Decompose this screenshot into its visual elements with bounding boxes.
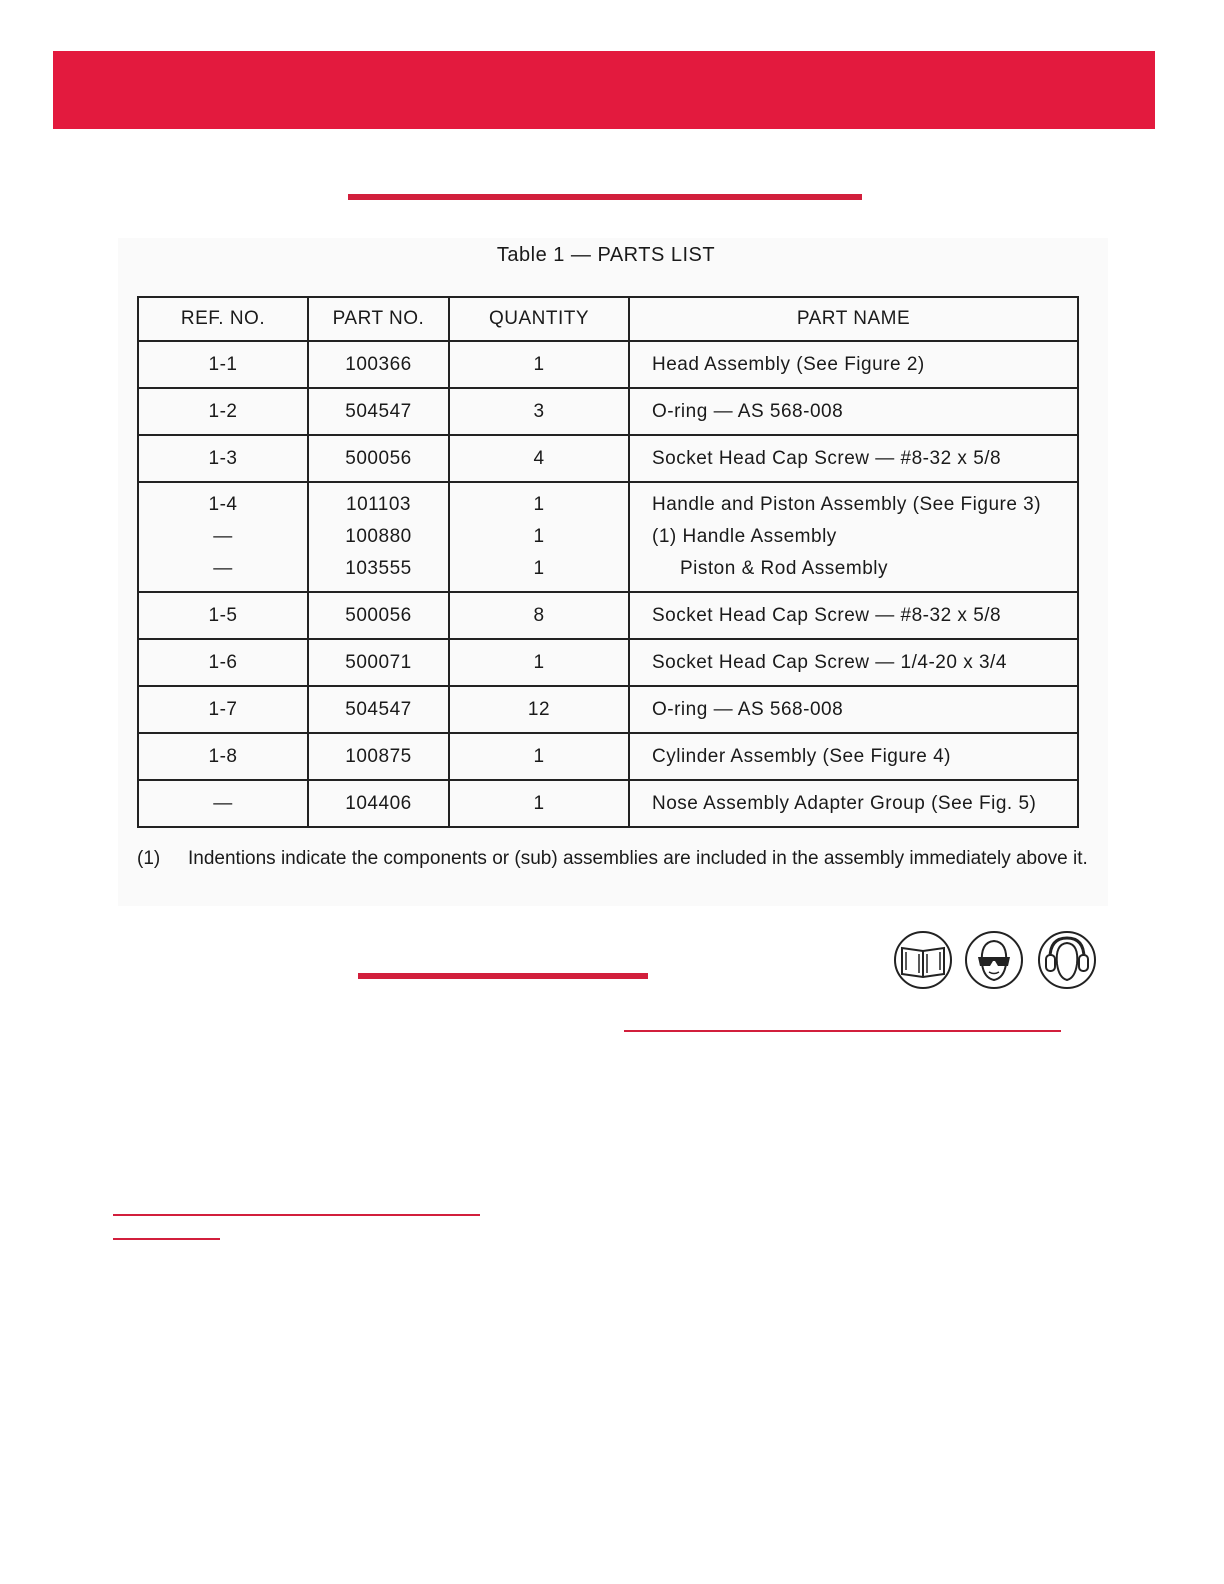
ref-cell: — <box>138 780 308 827</box>
ear-protection-icon <box>1037 930 1097 990</box>
safety-glasses-icon <box>964 930 1024 990</box>
qty-cell: 1 <box>449 639 629 686</box>
header-quantity: QUANTITY <box>449 297 629 341</box>
header-part-name: PART NAME <box>629 297 1078 341</box>
qty-cell: 3 <box>449 388 629 435</box>
qty-cell: 8 <box>449 592 629 639</box>
section-rule-2 <box>358 973 648 979</box>
table-row <box>138 388 1078 435</box>
part-no-cell: 500056 <box>308 592 449 639</box>
part-name-cell: Socket Head Cap Screw — #8-32 x 5/8 <box>629 592 1078 639</box>
table-row <box>138 733 1078 780</box>
part-no-cell: 100366 <box>308 341 449 388</box>
ref-cell: 1-5 <box>138 592 308 639</box>
ref-cell: 1-8 <box>138 733 308 780</box>
header-part-no: PART NO. <box>308 297 449 341</box>
part-no-cell: 504547 <box>308 686 449 733</box>
read-manual-icon <box>893 930 953 990</box>
qty-cell: 4 <box>449 435 629 482</box>
part-name-cell: O-ring — AS 568-008 <box>629 388 1078 435</box>
ref-cell: 1-7 <box>138 686 308 733</box>
part-no-cell: 500056 <box>308 435 449 482</box>
qty-cell: 1 <box>449 341 629 388</box>
part-name-cell: Head Assembly (See Figure 2) <box>629 341 1078 388</box>
part-name-cell: Socket Head Cap Screw — 1/4-20 x 3/4 <box>629 639 1078 686</box>
part-name-line: Handle and Piston Assembly (See Figure 3) <box>652 494 1042 515</box>
underline-link-1 <box>624 1030 1061 1032</box>
part-name-line: (1) Handle Assembly <box>652 526 837 547</box>
footnote-marker: (1) <box>137 848 161 869</box>
section-rule-1 <box>348 194 862 200</box>
table-caption: Table 1 — PARTS LIST <box>496 244 716 266</box>
table-row <box>138 686 1078 733</box>
footnote-text: Indentions indicate the components or (sub) assemblies are included in the assembly immediately above it. <box>188 848 1088 869</box>
ref-cell: 1-3 <box>138 435 308 482</box>
qty-line: 1 <box>533 558 545 579</box>
qty-cell: 12 <box>449 686 629 733</box>
ref-cell: 1-2 <box>138 388 308 435</box>
part-no-line: 103555 <box>345 558 412 579</box>
underline-link-2 <box>113 1214 480 1216</box>
qty-cell: 1 <box>449 780 629 827</box>
qty-cell: 1 <box>449 733 629 780</box>
ref-cell: 1-1 <box>138 341 308 388</box>
ref-line: — <box>213 558 233 579</box>
part-name-cell <box>629 482 1078 592</box>
table-row <box>138 592 1078 639</box>
underline-link-3 <box>113 1238 220 1240</box>
table-header-row <box>138 297 1078 341</box>
ref-cell <box>138 482 308 592</box>
part-name-cell: Socket Head Cap Screw — #8-32 x 5/8 <box>629 435 1078 482</box>
table-row <box>138 780 1078 827</box>
part-no-cell: 104406 <box>308 780 449 827</box>
table-row <box>138 435 1078 482</box>
qty-line: 1 <box>533 494 545 515</box>
ref-line: — <box>213 526 233 547</box>
header-banner <box>53 51 1155 129</box>
qty-line: 1 <box>533 526 545 547</box>
part-no-cell: 500071 <box>308 639 449 686</box>
header-ref-no: REF. NO. <box>138 297 308 341</box>
part-no-cell <box>308 482 449 592</box>
qty-cell <box>449 482 629 592</box>
parts-list-table <box>137 296 1079 828</box>
part-no-cell: 100875 <box>308 733 449 780</box>
table-row-group <box>138 482 1078 592</box>
part-name-line-indented: Piston & Rod Assembly <box>680 558 888 579</box>
ref-line: 1-4 <box>208 494 238 515</box>
part-name-cell: Cylinder Assembly (See Figure 4) <box>629 733 1078 780</box>
part-no-line: 100880 <box>345 526 412 547</box>
table-row <box>138 639 1078 686</box>
table-row <box>138 341 1078 388</box>
part-no-line: 101103 <box>346 494 411 515</box>
part-name-cell: Nose Assembly Adapter Group (See Fig. 5) <box>629 780 1078 827</box>
ref-cell: 1-6 <box>138 639 308 686</box>
part-name-cell: O-ring — AS 568-008 <box>629 686 1078 733</box>
part-no-cell: 504547 <box>308 388 449 435</box>
